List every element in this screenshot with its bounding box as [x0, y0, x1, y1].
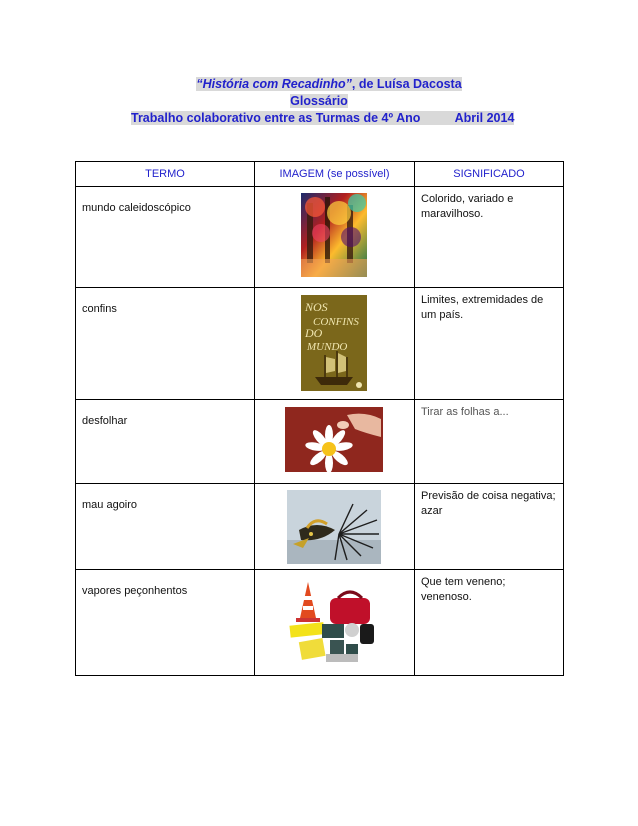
- project-date: Abril 2014: [454, 111, 515, 125]
- book-cover-word: CONFINS: [313, 316, 359, 328]
- glossary-title: Glossário: [290, 94, 348, 108]
- term-cell: desfolhar: [76, 400, 255, 484]
- image-cell: [255, 400, 415, 484]
- story-author: , de Luísa Dacosta: [351, 77, 462, 91]
- image-cell: [255, 570, 415, 676]
- term-cell: mau agoiro: [76, 484, 255, 570]
- glossary-table: [75, 161, 564, 676]
- project-description: Trabalho colaborativo entre as Turmas de 4º Ano: [131, 111, 421, 125]
- header-subtitle-line: [0, 92, 638, 109]
- table-row: [76, 288, 564, 400]
- meaning-cell: Que tem veneno; venenoso.: [415, 570, 564, 676]
- dead-bird-image: [287, 490, 381, 564]
- header-significado: SIGNIFICADO: [415, 162, 564, 187]
- table-row: [76, 484, 564, 570]
- table-row: [76, 187, 564, 288]
- header-title-line: [0, 75, 638, 92]
- meaning-cell: Colorido, variado e maravilhoso.: [415, 187, 564, 288]
- meaning-cell: Tirar as folhas a...: [415, 400, 564, 484]
- term-cell: confins: [76, 288, 255, 400]
- image-cell: [255, 187, 415, 288]
- header-project-line: [0, 109, 638, 126]
- daisy-image: [285, 407, 383, 472]
- book-cover-image: [301, 295, 367, 391]
- term-cell: vapores peçonhentos: [76, 570, 255, 676]
- hazard-kit-image: [286, 578, 382, 668]
- book-cover-word: MUNDO: [307, 341, 348, 353]
- book-cover-word: DO: [305, 326, 323, 340]
- image-cell: [255, 484, 415, 570]
- document-header: [0, 75, 638, 126]
- table-row: [76, 570, 564, 676]
- story-title: “História com Recadinho”: [196, 77, 352, 91]
- header-termo: TERMO: [76, 162, 255, 187]
- meaning-cell: Previsão de coisa negativa; azar: [415, 484, 564, 570]
- image-cell: [255, 288, 415, 400]
- table-row: [76, 400, 564, 484]
- meaning-cell: Limites, extremidades de um país.: [415, 288, 564, 400]
- colorful-painting-image: [301, 193, 367, 277]
- header-imagem: IMAGEM (se possível): [255, 162, 415, 187]
- table-header-row: [76, 162, 564, 187]
- book-cover-word: NOS: [305, 300, 328, 314]
- term-cell: mundo caleidoscópico: [76, 187, 255, 288]
